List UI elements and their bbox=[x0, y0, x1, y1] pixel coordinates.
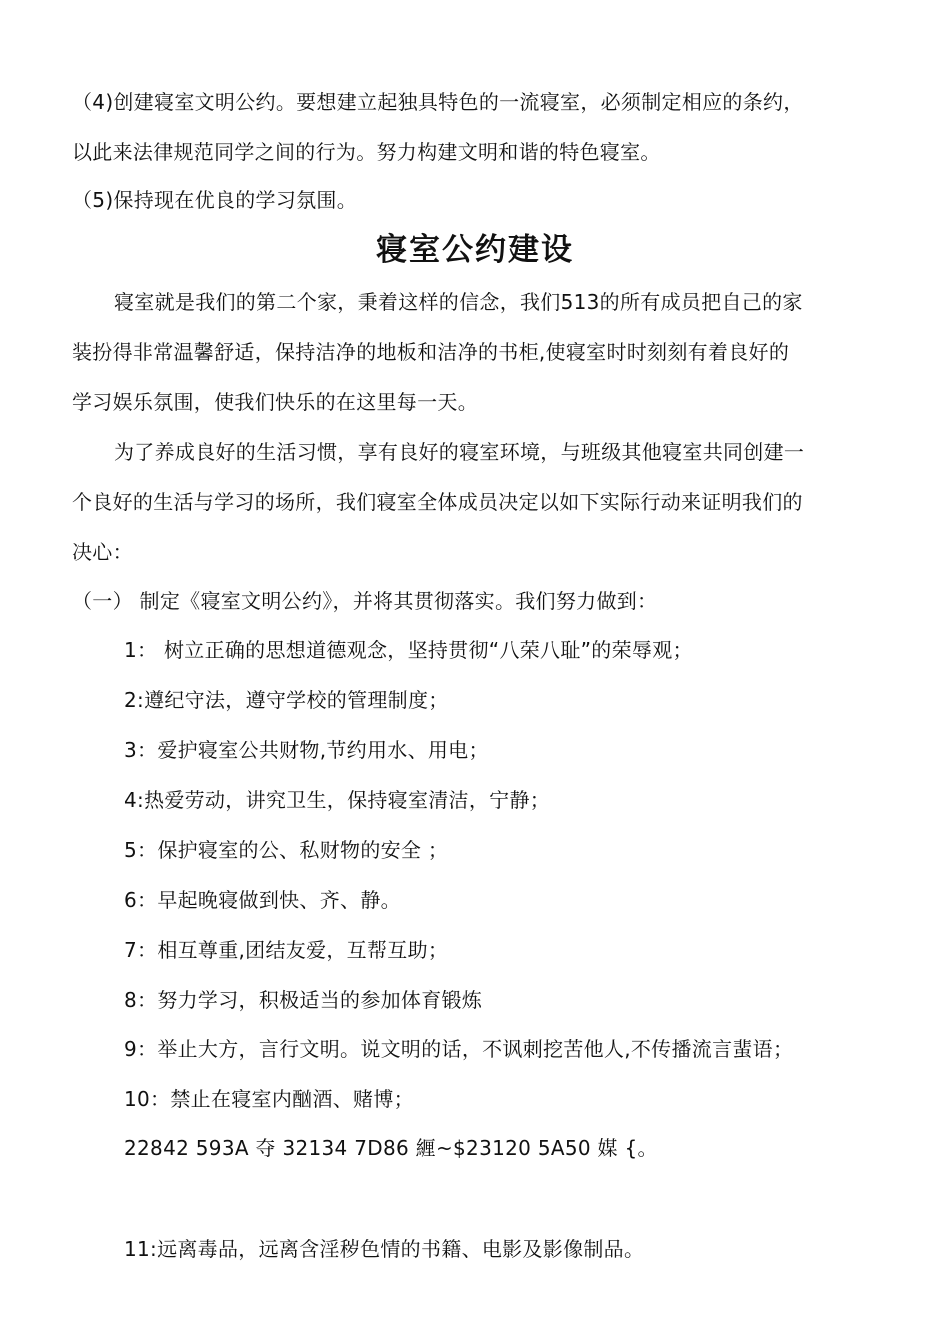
paragraph-1-line-1: 寝室就是我们的第二个家，秉着这样的信念，我们513的所有成员把自己的家 bbox=[114, 290, 803, 314]
rule-1: 1： 树立正确的思想道德观念，坚持贯彻“八荣八耻”的荣辱观； bbox=[124, 638, 693, 662]
paragraph-2-line-2: 个良好的生活与学习的场所，我们寝室全体成员决定以如下实际行动来证明我们的 bbox=[72, 490, 803, 514]
rule-7: 7：相互尊重,团结友爱，互帮互助； bbox=[124, 938, 449, 962]
rule-3: 3：爱护寝室公共财物,节约用水、用电； bbox=[124, 738, 489, 762]
paragraph-2-line-1: 为了养成良好的生活习惯，享有良好的寝室环境，与班级其他寝室共同创建一 bbox=[114, 440, 805, 464]
rule-6: 6：早起晚寝做到快、齐、静。 bbox=[124, 888, 401, 912]
paragraph-1-line-3: 学习娱乐氛围，使我们快乐的在这里每一天。 bbox=[72, 390, 478, 414]
page-title: 寝室公约建设 bbox=[376, 232, 574, 268]
rule-5: 5：保护寝室的公、私财物的安全 ； bbox=[124, 838, 449, 862]
rule-10: 10：禁止在寝室内酗酒、赌博； bbox=[124, 1087, 414, 1111]
rule-4: 4:热爱劳动，讲究卫生，保持寝室清洁，宁静； bbox=[124, 788, 551, 812]
intro-item-5: （5)保持现在优良的学习氛围。 bbox=[72, 188, 358, 212]
rule-9: 9：举止大方，言行文明。说文明的话，不讽刺挖苦他人,不传播流言蜚语； bbox=[124, 1037, 794, 1061]
rule-8: 8：努力学习，积极适当的参加体育锻炼 bbox=[124, 988, 483, 1012]
rule-11: 11:远离毒品，远离含淫秽色情的书籍、电影及影像制品。 bbox=[124, 1237, 645, 1261]
paragraph-1-line-2: 装扮得非常温馨舒适，保持洁净的地板和洁净的书柜,使寝室时时刻刻有着良好的 bbox=[72, 340, 790, 364]
intro-item-4-line-2: 以此来法律规范同学之间的行为。努力构建文明和谐的特色寝室。 bbox=[72, 140, 661, 164]
rule-2: 2:遵纪守法，遵守学校的管理制度； bbox=[124, 688, 449, 712]
intro-item-4-line-1: （4)创建寝室文明公约。要想建立起独具特色的一流寝室，必须制定相应的条约， bbox=[72, 90, 804, 114]
paragraph-2-line-3: 决心： bbox=[72, 540, 133, 564]
garbled-text-line: 22842 593A 夺 32134 7D86 緾~$23120 5A50 媒 {。 bbox=[124, 1136, 658, 1160]
section-heading: （一） 制定《寝室文明公约》，并将其贯彻落实。我们努力做到： bbox=[72, 589, 658, 613]
